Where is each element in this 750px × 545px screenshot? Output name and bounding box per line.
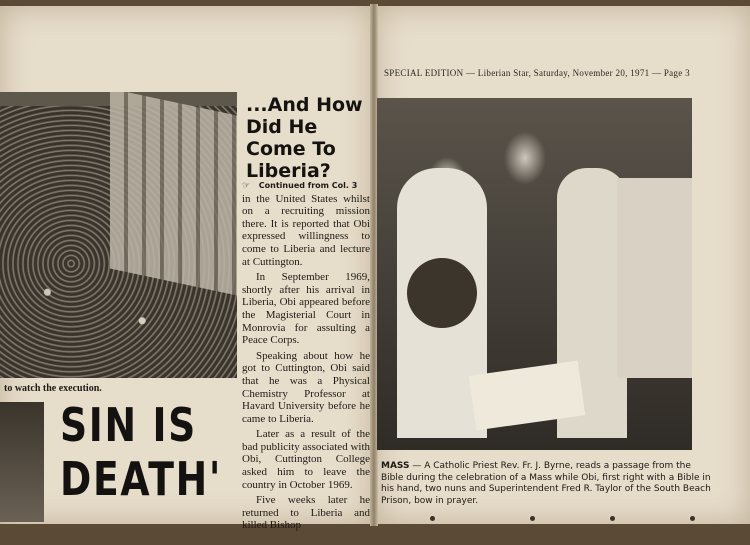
crowd-photo-caption: to watch the execution.: [4, 383, 102, 394]
photo-man-right: [617, 178, 692, 378]
pointing-hand-icon: ☞: [242, 181, 251, 191]
article-paragraph: Speaking about how he got to Cuttington, Obi said that he was a Physical Chemistry Professor at Havard University before he came to Liberia.: [242, 349, 370, 425]
binding-hole: [530, 516, 535, 521]
continued-note: [242, 180, 370, 193]
page-folio: SPECIAL EDITION — Liberian Star, Saturday, November 20, 1971 — Page 3: [384, 68, 690, 78]
article-paragraph: Five weeks later he returned to Liberia and killed Bishop: [242, 494, 370, 532]
partial-photo: [0, 402, 44, 522]
binding-holes: [430, 516, 730, 524]
caption-lead: MASS: [381, 461, 410, 471]
mass-photo-caption: [381, 461, 711, 507]
big-headline-line-1: SIN IS: [60, 398, 197, 452]
continued-text: Continued from Col. 3: [258, 181, 358, 190]
big-headline: [60, 398, 223, 506]
binding-hole: [690, 516, 695, 521]
article-paragraph: Later as a result of the bad publicity associated with Obi, Cuttington College asked him to leave the country in October 1969.: [242, 428, 370, 491]
article-headline: ...And How Did He Come To Liberia?: [246, 94, 363, 182]
article-paragraph: in the United States whilst on a recruiting mission there. It is reported that Obi expressed willingness to come to Liberia and lecture at Cuttington.: [242, 192, 370, 268]
binding-hole: [430, 516, 435, 521]
big-headline-line-2: DEATH': [60, 452, 223, 506]
crowd-photo: [0, 92, 237, 378]
article-body: [242, 180, 370, 535]
article-paragraph: In September 1969, shortly after his arrival in Liberia, Obi appeared before the Magisterial Court in Monrovia for assulting a Peace Corps.: [242, 271, 370, 347]
binding-hole: [610, 516, 615, 521]
photo-building: [110, 92, 237, 295]
caption-text: — A Catholic Priest Rev. Fr. J. Byrne, reads a passage from the Bible during the celebration of a Mass while Obi, first right with a Bible in his hand, two nuns and Superintendent Fred R. Taylor of the South Beach Prison, bow in prayer.: [381, 461, 711, 506]
photo-priest-head: [407, 258, 477, 328]
mass-photo: [377, 98, 692, 450]
